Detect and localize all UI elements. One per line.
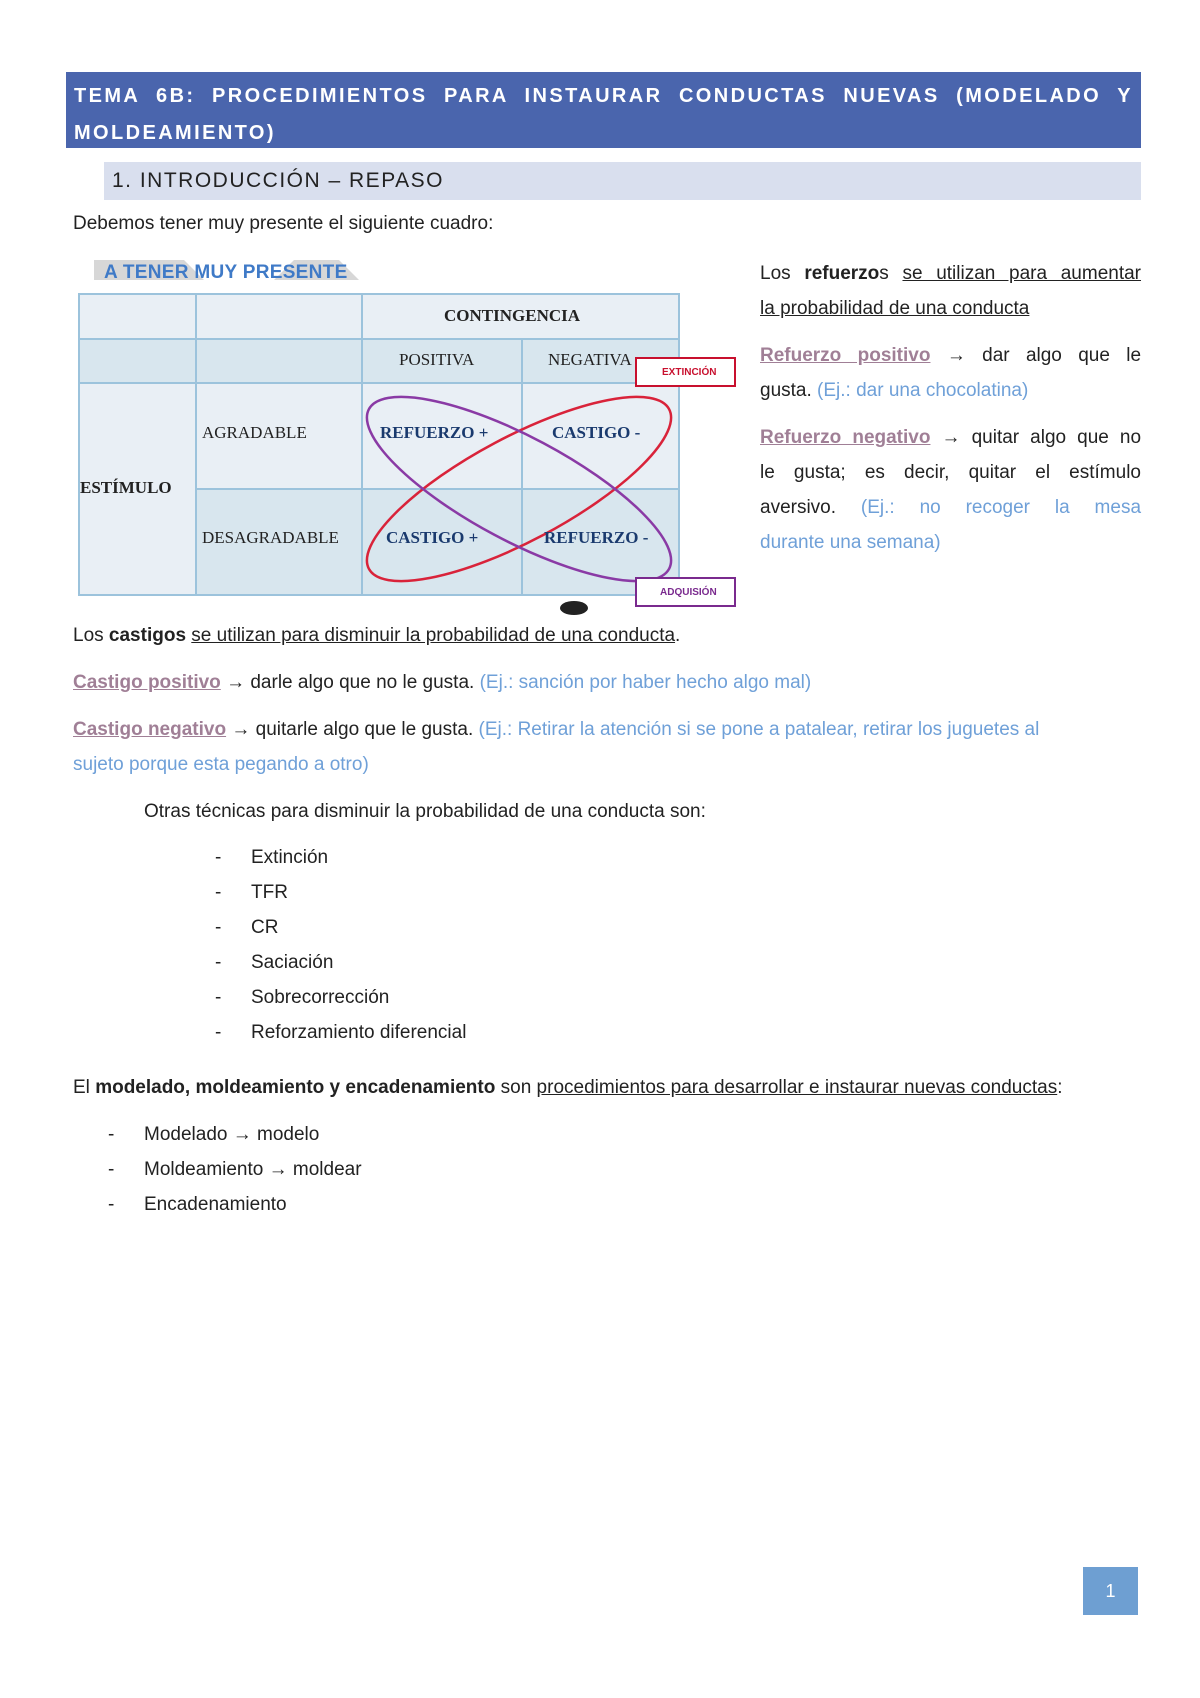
intro-text: Debemos tener muy presente el siguiente cuadro:: [73, 213, 494, 234]
document-title: TEMA 6B: PROCEDIMIENTOS PARA INSTAURAR CONDUCTAS NUEVAS (MODELADO Y MOLDEAMIENTO): [66, 72, 1141, 148]
castigo-positivo-term: Castigo positivo: [73, 672, 221, 693]
refuerzo-positivo-cell: REFUERZO +: [380, 423, 489, 442]
refuerzo-positivo-term: Refuerzo positivo: [760, 345, 931, 366]
agradable-label: AGRADABLE: [202, 423, 307, 442]
list-item: - Sobrecorrección: [215, 987, 390, 1008]
refuerzo-positivo-line-2: gusta. (Ej.: dar una chocolatina): [760, 380, 1029, 401]
modelado-paragraph: El modelado, moldeamiento y encadenamiento son procedimientos para desarrollar e instaurar nuevas conductas:: [73, 1077, 1063, 1098]
refuerzos-line-1: Los refuerzos se utilizan para aumentar: [760, 263, 1142, 284]
castigo-positivo-cell: CASTIGO +: [386, 528, 479, 547]
list-item: - CR: [215, 917, 279, 938]
castigos-paragraph: Los castigos se utilizan para disminuir la probabilidad de una conducta.: [73, 625, 681, 646]
refuerzo-negativo-term: Refuerzo negativo: [760, 427, 931, 448]
estimulo-label: ESTÍMULO: [80, 478, 172, 497]
refuerzo-negativo-line-2: le gusta; es decir, quitar el estímulo: [760, 462, 1141, 483]
desagradable-label: DESAGRADABLE: [202, 528, 339, 547]
refuerzo-negativo-cell: REFUERZO -: [544, 528, 649, 547]
castigo-negativo-term: Castigo negativo: [73, 719, 227, 740]
page-number: 1: [1083, 1567, 1138, 1615]
procedures-list: [108, 1117, 362, 1222]
list-item: - Extinción: [215, 847, 329, 868]
refuerzos-line-2: la probabilidad de una conducta: [760, 298, 1030, 319]
refuerzos-block: [760, 256, 1141, 560]
refuerzo-negativo-line-1: Refuerzo negativo → quitar algo que no: [760, 427, 1142, 448]
refuerzo-positivo-line-1: Refuerzo positivo → dar algo que le: [760, 345, 1142, 366]
techniques-list: [215, 840, 466, 1050]
section-heading: 1. INTRODUCCIÓN – REPASO: [104, 162, 1141, 200]
extincion-label: EXTINCIÓN: [662, 367, 717, 378]
list-item: - Moldeamiento → moldear: [108, 1159, 362, 1180]
negativa-header: NEGATIVA: [548, 350, 632, 369]
otras-tecnicas-text: Otras técnicas para disminuir la probabilidad de una conducta son:: [144, 801, 706, 822]
castigo-negativo-line-1: Castigo negativo → quitarle algo que le gusta. (Ej.: Retirar la atención si se pone a patalear, retirar los juguetes al: [73, 719, 1040, 740]
adquisicion-label: ADQUISIÓN: [660, 587, 717, 598]
refuerzo-negativo-line-3: aversivo. (Ej.: no recoger la mesa: [760, 497, 1142, 518]
arrow-icon: →: [941, 427, 961, 448]
arrow-icon: →: [226, 672, 246, 693]
contingency-figure: [74, 258, 744, 618]
positiva-header: POSITIVA: [399, 350, 475, 369]
list-item: - TFR: [215, 882, 288, 903]
list-item: - Saciación: [215, 952, 334, 973]
figure-title: A TENER MUY PRESENTE: [104, 262, 348, 283]
arrow-icon: →: [946, 345, 966, 366]
list-item: - Modelado → modelo: [108, 1124, 320, 1145]
contingencia-header: CONTINGENCIA: [444, 306, 581, 325]
arrow-icon: →: [268, 1159, 288, 1180]
arrow-icon: →: [232, 1124, 252, 1145]
castigo-negativo-line-2: sujeto porque esta pegando a otro): [73, 754, 369, 775]
castigo-negativo-cell: CASTIGO -: [552, 423, 641, 442]
refuerzo-negativo-line-4: durante una semana): [760, 532, 941, 553]
list-item: - Reforzamiento diferencial: [215, 1022, 467, 1043]
arrow-icon: →: [231, 719, 251, 740]
list-item: - Encadenamiento: [108, 1194, 287, 1215]
castigo-positivo-line: Castigo positivo → darle algo que no le gusta. (Ej.: sanción por haber hecho algo mal): [73, 672, 812, 693]
